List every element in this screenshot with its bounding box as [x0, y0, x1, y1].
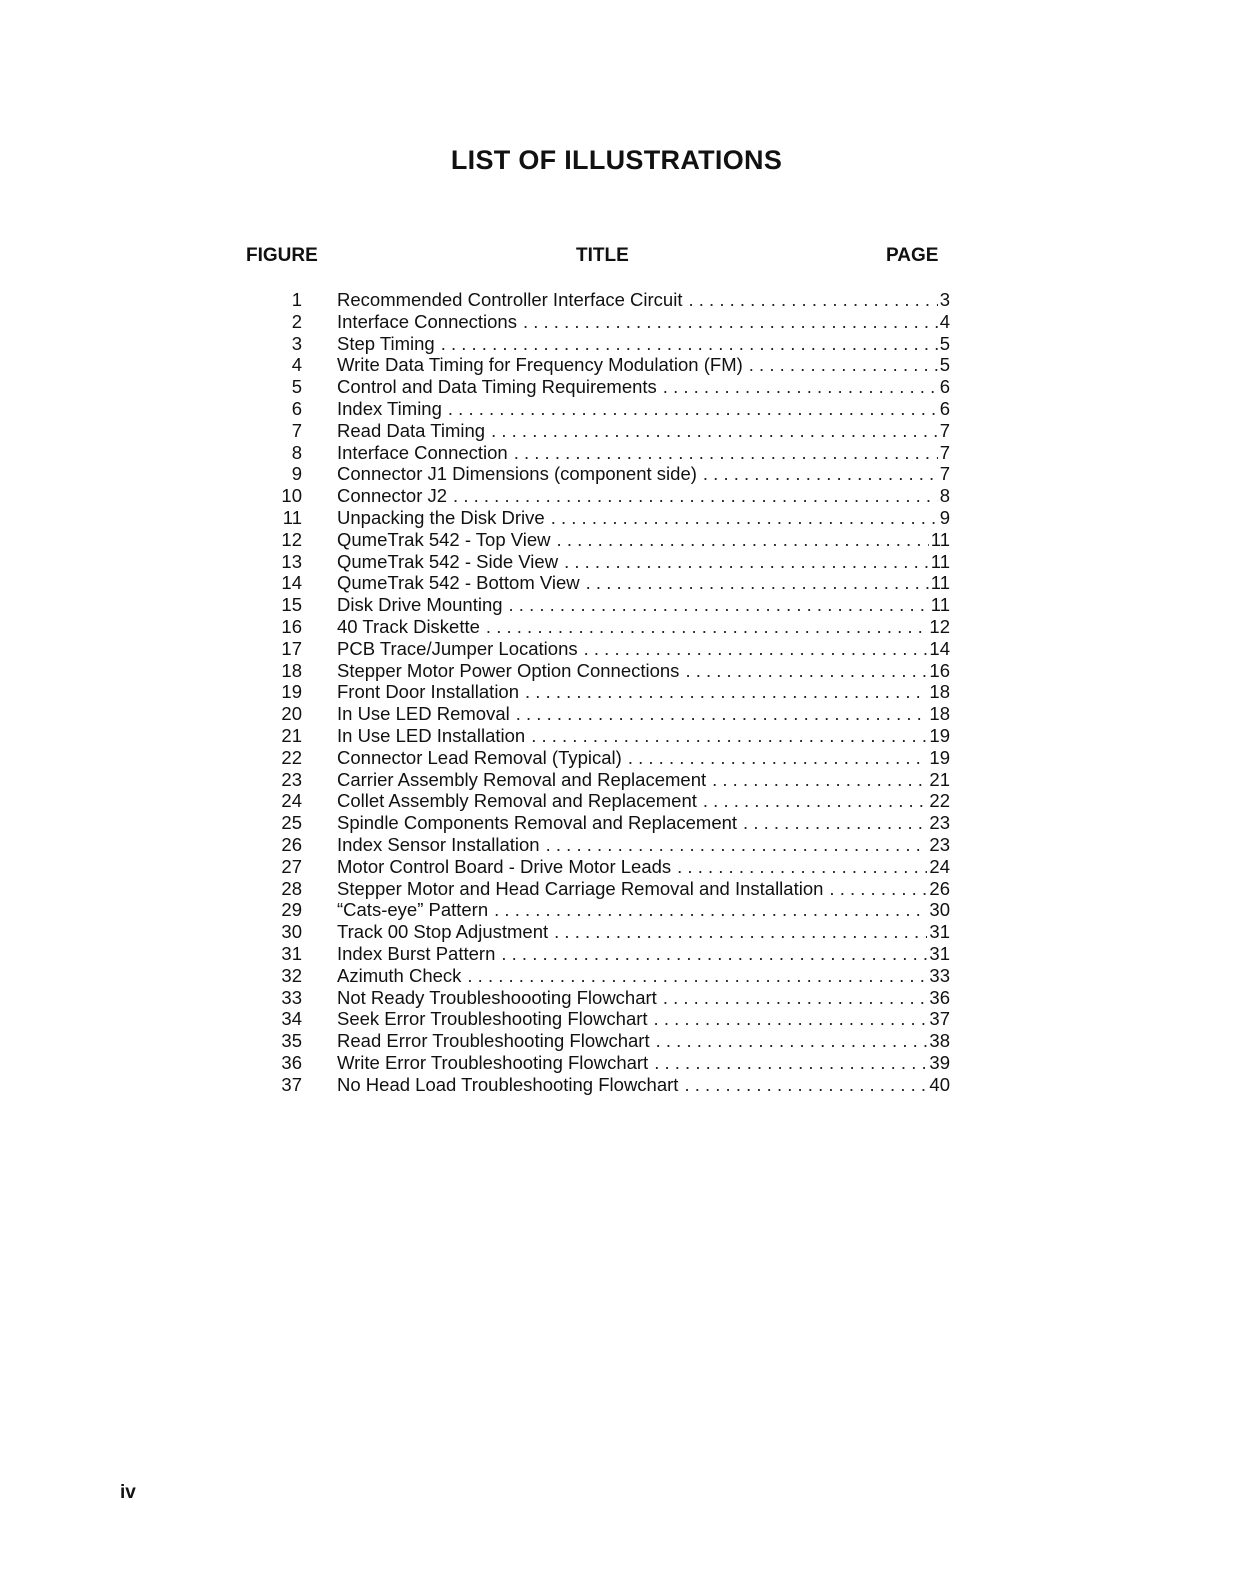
entry-line	[337, 725, 950, 747]
list-item	[250, 638, 950, 660]
figure-page: 11	[930, 550, 950, 572]
figure-page: 30	[929, 899, 950, 921]
dot-leader	[654, 1008, 928, 1030]
figure-number: 31	[281, 942, 302, 964]
entry-line	[337, 398, 950, 420]
dot-leader	[516, 703, 928, 725]
dot-leader	[467, 965, 927, 987]
page-number: iv	[120, 1482, 136, 1503]
entry-line	[337, 1074, 950, 1096]
list-item	[250, 376, 950, 398]
figure-title: Index Sensor Installation	[337, 833, 540, 855]
entry-line	[337, 463, 950, 485]
entry-line	[337, 856, 950, 878]
figure-number: 2	[291, 310, 302, 332]
dot-leader	[743, 812, 927, 834]
figure-page: 36	[929, 986, 950, 1008]
dot-leader	[509, 594, 929, 616]
dot-leader	[551, 507, 938, 529]
list-item	[250, 834, 950, 856]
figure-page: 19	[929, 724, 950, 746]
figure-number: 12	[281, 528, 302, 550]
entry-line	[337, 1030, 950, 1052]
figure-number: 27	[281, 855, 302, 877]
dot-leader	[654, 1052, 927, 1074]
list-item	[250, 572, 950, 594]
dot-leader	[494, 899, 927, 921]
list-item	[250, 333, 950, 355]
dot-leader	[564, 551, 929, 573]
illustrations-list	[250, 289, 950, 1095]
dot-leader	[453, 485, 938, 507]
figure-number: 7	[291, 419, 302, 441]
entry-line	[337, 921, 950, 943]
figure-page: 39	[929, 1051, 950, 1073]
dot-leader	[501, 943, 927, 965]
figure-page: 12	[929, 615, 950, 637]
figure-title: Motor Control Board - Drive Motor Leads	[337, 855, 672, 877]
figure-number: 32	[281, 964, 302, 986]
figure-page: 16	[929, 659, 950, 681]
list-item	[250, 311, 950, 333]
figure-title: Connector Lead Removal (Typical)	[337, 746, 622, 768]
list-item	[250, 1030, 950, 1052]
list-item	[250, 616, 950, 638]
dot-leader	[523, 311, 938, 333]
entry-line	[337, 834, 950, 856]
figure-page: 24	[929, 855, 950, 877]
list-item	[250, 1052, 950, 1074]
dot-leader	[557, 529, 929, 551]
list-item	[250, 812, 950, 834]
dot-leader	[628, 747, 928, 769]
figure-page: 11	[930, 528, 950, 550]
list-item	[250, 965, 950, 987]
list-item	[250, 703, 950, 725]
figure-page: 5	[939, 332, 950, 354]
list-item	[250, 660, 950, 682]
list-item	[250, 878, 950, 900]
figure-page: 22	[929, 790, 950, 812]
dot-leader	[829, 878, 927, 900]
figure-number: 37	[281, 1073, 302, 1095]
dot-leader	[749, 354, 938, 376]
list-item	[250, 398, 950, 420]
figure-number: 25	[281, 812, 302, 834]
entry-line	[337, 442, 950, 464]
figure-number: 1	[291, 289, 302, 310]
entry-line	[337, 420, 950, 442]
figure-number: 4	[291, 354, 302, 376]
figure-page: 11	[930, 572, 950, 594]
entry-line	[337, 507, 950, 529]
figure-title: Stepper Motor Power Option Connections	[337, 659, 680, 681]
list-item	[250, 1074, 950, 1096]
list-item	[250, 463, 950, 485]
entry-line	[337, 878, 950, 900]
dot-leader	[546, 834, 928, 856]
figure-page: 40	[929, 1073, 950, 1095]
figure-page: 11	[930, 594, 950, 616]
dot-leader	[703, 790, 928, 812]
dot-leader	[531, 725, 927, 747]
figure-number: 20	[281, 703, 302, 725]
entry-line	[337, 965, 950, 987]
list-item	[250, 725, 950, 747]
figure-number: 30	[281, 921, 302, 943]
figure-title: Step Timing	[337, 332, 435, 354]
figure-number: 11	[282, 506, 302, 528]
entry-line	[337, 703, 950, 725]
list-item	[250, 943, 950, 965]
dot-leader	[514, 442, 938, 464]
entry-line	[337, 638, 950, 660]
list-item	[250, 747, 950, 769]
figure-page: 37	[929, 1008, 950, 1030]
figure-number: 8	[291, 441, 302, 463]
figure-page: 5	[939, 354, 950, 376]
dot-leader	[554, 921, 927, 943]
dot-leader	[685, 660, 927, 682]
figure-title: Spindle Components Removal and Replacement	[337, 812, 738, 834]
dot-leader	[712, 769, 927, 791]
list-item	[250, 420, 950, 442]
figure-number: 14	[281, 572, 302, 594]
figure-page: 14	[929, 637, 950, 659]
figure-page: 8	[939, 485, 950, 507]
figure-number: 34	[281, 1008, 302, 1030]
figure-page: 38	[929, 1030, 950, 1052]
figure-number: 5	[291, 376, 302, 398]
dot-leader	[486, 616, 928, 638]
figure-number: 36	[281, 1051, 302, 1073]
entry-line	[337, 594, 950, 616]
figure-title: QumeTrak 542 - Bottom View	[337, 572, 580, 594]
entry-line	[337, 812, 950, 834]
dot-leader	[586, 572, 929, 594]
entry-line	[337, 551, 950, 573]
dot-leader	[448, 398, 938, 420]
figure-page: 19	[929, 746, 950, 768]
figure-title: Unpacking the Disk Drive	[337, 506, 545, 528]
dot-leader	[491, 420, 938, 442]
figure-title: Azimuth Check	[337, 964, 462, 986]
figure-number: 16	[281, 615, 302, 637]
figure-title: Read Error Troubleshooting Flowchart	[337, 1030, 650, 1052]
figure-page: 31	[929, 921, 950, 943]
figure-title: PCB Trace/Jumper Locations	[337, 637, 578, 659]
list-item	[250, 987, 950, 1009]
list-item	[250, 856, 950, 878]
entry-line	[337, 660, 950, 682]
figure-title: Write Error Troubleshooting Flowchart	[337, 1051, 649, 1073]
list-item	[250, 769, 950, 791]
figure-page: 4	[939, 310, 950, 332]
list-item	[250, 594, 950, 616]
list-item	[250, 529, 950, 551]
page-title: LIST OF ILLUSTRATIONS	[450, 145, 783, 175]
column-header-title: TITLE	[576, 245, 629, 266]
figure-title: In Use LED Installation	[337, 724, 526, 746]
figure-title: Recommended Controller Interface Circuit	[337, 289, 683, 310]
figure-title: 40 Track Diskette	[337, 615, 480, 637]
dot-leader	[584, 638, 928, 660]
entry-line	[337, 289, 950, 311]
figure-title: Track 00 Stop Adjustment	[337, 921, 549, 943]
list-item	[250, 485, 950, 507]
figure-number: 21	[281, 724, 302, 746]
figure-number: 13	[281, 550, 302, 572]
dot-leader	[703, 463, 938, 485]
figure-page: 7	[939, 419, 950, 441]
figure-page: 6	[939, 376, 950, 398]
figure-page: 9	[939, 506, 950, 528]
list-item	[250, 921, 950, 943]
entry-line	[337, 1008, 950, 1030]
figure-title: Carrier Assembly Removal and Replacement	[337, 768, 707, 790]
list-item	[250, 1008, 950, 1030]
figure-page: 23	[929, 812, 950, 834]
figure-number: 29	[281, 899, 302, 921]
figure-page: 26	[929, 877, 950, 899]
figure-title: QumeTrak 542 - Side View	[337, 550, 559, 572]
entry-line	[337, 485, 950, 507]
entry-line	[337, 769, 950, 791]
dot-leader	[688, 289, 937, 311]
figure-page: 18	[929, 681, 950, 703]
figure-number: 23	[281, 768, 302, 790]
entry-line	[337, 899, 950, 921]
entry-line	[337, 354, 950, 376]
figure-title: QumeTrak 542 - Top View	[337, 528, 551, 550]
figure-title: Collet Assembly Removal and Replacement	[337, 790, 697, 812]
figure-page: 6	[939, 397, 950, 419]
figure-number: 3	[291, 332, 302, 354]
figure-number: 22	[281, 746, 302, 768]
entry-line	[337, 1052, 950, 1074]
list-item	[250, 790, 950, 812]
figure-title: Connector J1 Dimensions (component side)	[337, 463, 697, 485]
list-item	[250, 354, 950, 376]
figure-title: Index Timing	[337, 397, 442, 419]
entry-line	[337, 311, 950, 333]
dot-leader	[684, 1074, 927, 1096]
entry-line	[337, 747, 950, 769]
list-item	[250, 899, 950, 921]
figure-title: In Use LED Removal	[337, 703, 510, 725]
figure-title: “Cats-eye” Pattern	[337, 899, 489, 921]
figure-number: 18	[281, 659, 302, 681]
figure-page: 7	[939, 463, 950, 485]
entry-line	[337, 529, 950, 551]
entry-line	[337, 943, 950, 965]
dot-leader	[677, 856, 927, 878]
figure-number: 26	[281, 833, 302, 855]
figure-number: 10	[281, 485, 302, 507]
column-header-figure: FIGURE	[246, 245, 318, 266]
figure-title: Write Data Timing for Frequency Modulation (FM)	[337, 354, 743, 376]
list-item	[250, 507, 950, 529]
figure-number: 6	[291, 397, 302, 419]
entry-line	[337, 333, 950, 355]
figure-title: Seek Error Troubleshooting Flowchart	[337, 1008, 648, 1030]
entry-line	[337, 681, 950, 703]
dot-leader	[525, 681, 927, 703]
figure-page: 23	[929, 833, 950, 855]
entry-line	[337, 790, 950, 812]
figure-title: Front Door Installation	[337, 681, 520, 703]
figure-page: 3	[939, 289, 950, 310]
figure-title: No Head Load Troubleshooting Flowchart	[337, 1073, 679, 1095]
figure-number: 17	[281, 637, 302, 659]
figure-number: 35	[281, 1030, 302, 1052]
figure-number: 28	[281, 877, 302, 899]
dot-leader	[663, 376, 938, 398]
figure-title: Index Burst Pattern	[337, 942, 496, 964]
figure-page: 31	[929, 942, 950, 964]
list-item	[250, 551, 950, 573]
figure-number: 24	[281, 790, 302, 812]
dot-leader	[663, 987, 928, 1009]
entry-line	[337, 572, 950, 594]
figure-title: Connector J2	[337, 485, 448, 507]
figure-title: Interface Connections	[337, 310, 517, 332]
figure-number: 9	[291, 463, 302, 485]
figure-number: 19	[281, 681, 302, 703]
entry-line	[337, 376, 950, 398]
figure-page: 7	[939, 441, 950, 463]
entry-line	[337, 616, 950, 638]
figure-title: Disk Drive Mounting	[337, 594, 503, 616]
list-item	[250, 442, 950, 464]
column-header-page: PAGE	[886, 245, 939, 266]
figure-title: Read Data Timing	[337, 419, 486, 441]
entry-line	[337, 987, 950, 1009]
figure-page: 33	[929, 964, 950, 986]
list-item	[250, 681, 950, 703]
figure-title: Control and Data Timing Requirements	[337, 376, 657, 398]
dot-leader	[656, 1030, 928, 1052]
figure-page: 18	[929, 703, 950, 725]
figure-number: 33	[281, 986, 302, 1008]
figure-title: Stepper Motor and Head Carriage Removal and Installation	[337, 877, 824, 899]
figure-page: 21	[929, 768, 950, 790]
list-item	[250, 289, 950, 311]
figure-number: 15	[281, 594, 302, 616]
figure-title: Interface Connection	[337, 441, 508, 463]
figure-title: Not Ready Troubleshoooting Flowchart	[337, 986, 657, 1008]
dot-leader	[441, 333, 938, 355]
